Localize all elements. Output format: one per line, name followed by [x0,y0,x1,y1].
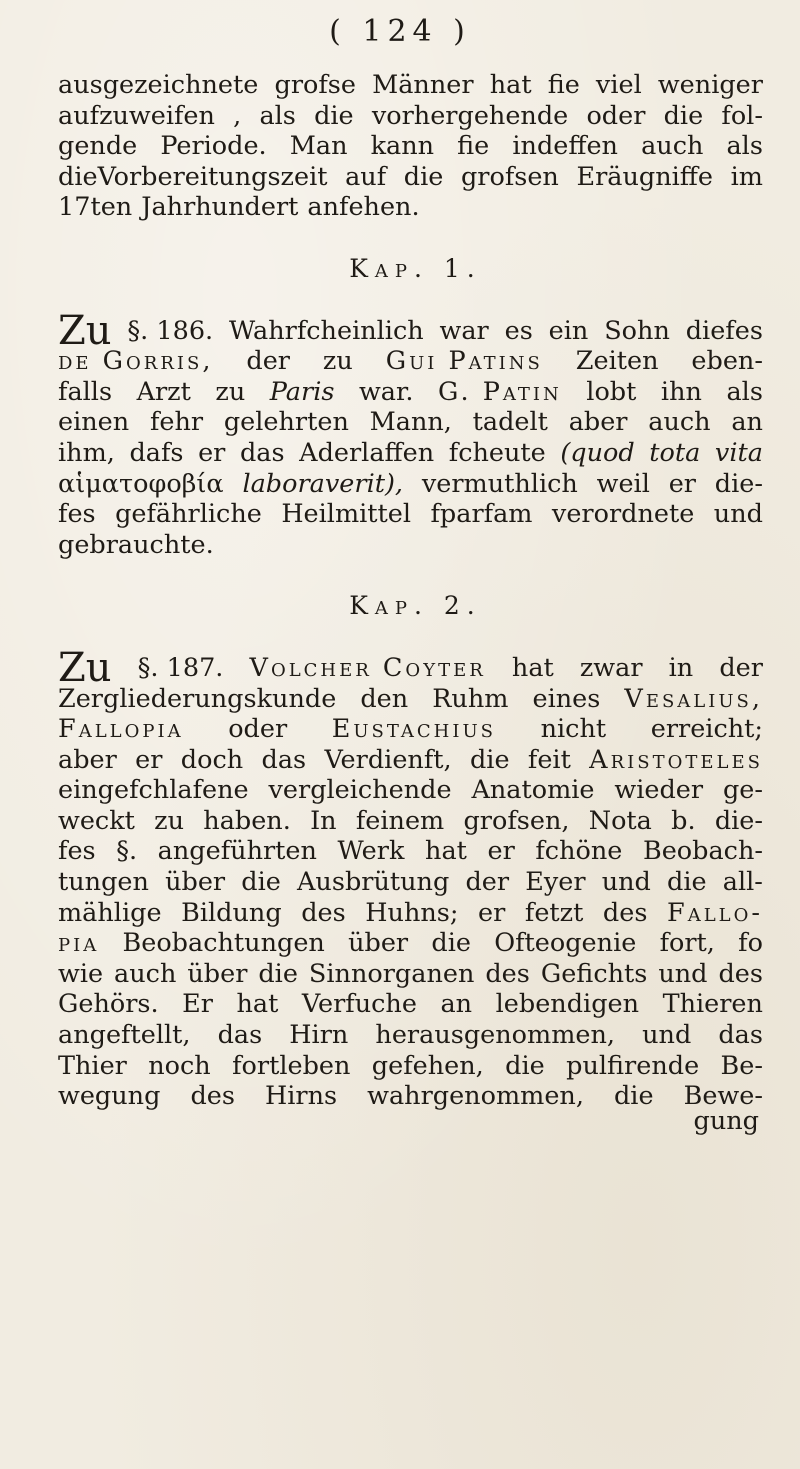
word: hat [511,652,554,683]
text-line [58,101,763,132]
word: Wahrfcheinlich [229,315,424,346]
text-line [58,438,763,469]
word: fo [738,928,763,959]
word: Be- [720,1050,763,1081]
word: fie [547,70,580,100]
word: zu [154,805,185,836]
word: die [431,928,471,959]
word: Männer [372,70,474,100]
word: fes [58,499,96,530]
word: den [360,683,409,714]
word: mählige [58,897,162,928]
word: Hirn [289,1020,349,1051]
word: Zergliederungskunde [58,683,337,714]
word: pulfirende [566,1050,700,1081]
text-line [58,1051,763,1082]
word: pia [58,928,100,959]
word: eines [532,683,601,714]
word: indeffen [512,131,618,162]
text-line [58,530,763,561]
word: er [668,468,696,499]
word: fol- [721,100,763,131]
word: G. Patin [438,376,562,407]
word: fehr [149,407,204,438]
word: Gefichts [540,958,648,989]
text-line [58,162,763,193]
word: ihm, [58,437,115,468]
text-line [58,131,763,162]
word: ihn [660,376,702,407]
word: Aristoteles [589,744,763,775]
word: tadelt [472,407,548,438]
text-line [58,898,763,929]
word: de Gorris, [58,346,214,377]
word: fie [457,131,490,162]
page-number: ( 124 ) [329,14,471,49]
word: Sohn [604,315,670,346]
word: Periode. [160,131,267,162]
word: feinem [355,805,445,836]
word: gende [58,131,138,162]
word: Vesalius, [624,683,763,714]
word: vorhergehende [371,100,569,131]
word: Sinnorganen [308,958,475,989]
word: wegung [58,1081,161,1112]
text-line [58,499,763,530]
word: des [485,958,530,989]
page-body [58,70,763,1136]
word: gefehen, [371,1050,484,1081]
word: zwar [579,652,643,683]
word: hat [425,836,467,867]
text-line [58,192,763,223]
word: die [663,100,704,131]
word: angeftellt, [58,1020,191,1051]
word: verordnete [551,499,695,530]
word: Hirns [265,1081,338,1112]
word: fes [58,836,96,867]
text-line [58,959,763,990]
word: Eräugniffe [576,161,714,192]
word: war [439,315,489,346]
text-line [58,307,763,354]
chapter-1-heading: Kap. 1. [349,253,482,283]
word: grofsen [460,161,559,192]
word: Mann, [369,407,452,438]
word: Beobachtungen [122,928,325,959]
word: Zeiten [575,346,659,377]
word: Fallo- [667,897,763,928]
word: es [504,315,533,346]
word: Zu [58,644,112,691]
word: Gui Patins [385,346,543,377]
word: dafs [129,437,184,468]
word: gefährliche [115,499,262,530]
word: die- [714,468,763,499]
word: wie [58,958,104,989]
word: war. [358,376,414,407]
word: Thieren [662,989,763,1020]
word: Fallopia [58,714,184,745]
word: laboraverit), [242,468,404,499]
word: wieder [614,775,704,806]
word: herausgenommen, [375,1020,615,1051]
word: haben. [203,805,291,836]
word: lobt [586,376,637,407]
word: viel [595,70,642,100]
word: Nota [588,805,652,836]
word: der [465,867,510,898]
word: als [726,131,763,162]
word: grofsen, [463,805,570,836]
text-line [58,346,763,377]
word: Heilmittel [281,499,412,530]
word: Ausbrütung [297,867,450,898]
text-line [58,867,763,898]
word: Thier [58,1050,127,1081]
word: (quod [560,437,635,468]
text-line [58,684,763,715]
word: in [668,652,694,683]
word: ge- [722,775,763,806]
word: er [135,744,163,775]
word: weniger [657,70,763,100]
word: an [731,407,763,438]
word: oder [228,714,288,745]
word: Anatomie [471,775,595,806]
word: Arzt [136,376,191,407]
text-line [58,407,763,438]
word: aufzuweifen [58,100,215,131]
word: eingefchlafene [58,775,249,806]
word: Paris [269,376,335,407]
word: feit [527,744,571,775]
word: weil [596,468,650,499]
word: Aderlaffen [299,437,435,468]
word: fetzt [524,897,584,928]
word: und [642,1020,692,1051]
word: weckt [58,805,135,836]
word: über [187,958,248,989]
word: dieVorbereitungszeit [58,161,328,192]
word: das [239,437,285,468]
word: Bewe- [683,1081,763,1112]
word: als [726,376,763,407]
text-line [58,989,763,1020]
word: , [233,100,242,131]
word: gebrauchte. [58,529,214,560]
word: angeführten [157,836,317,867]
word: lebendigen [495,989,640,1020]
word: er [198,437,226,468]
word: Ofteogenie [494,928,637,959]
word: tungen [58,867,149,898]
word: das [718,1020,763,1051]
word: vita [714,437,763,468]
word: fort, [659,928,715,959]
word: Verdienft, [324,744,452,775]
word: die [403,161,444,192]
word: wahrgenommen, [367,1081,584,1112]
text-line [58,644,763,691]
word: Bildung [181,897,282,928]
word: fortleben [232,1050,351,1081]
text-line [58,806,763,837]
word: über [165,867,226,898]
word: die [667,867,707,898]
word: er [487,836,515,867]
text-line [58,70,763,101]
word: noch [148,1050,211,1081]
catchword: gung [693,1105,759,1136]
word: vergleichende [268,775,452,806]
word: im [730,161,763,192]
word: des [602,897,648,928]
word: §. 187. [137,652,224,683]
word: Verfuche [301,989,417,1020]
word: Man [289,131,348,162]
word: oder [586,100,646,131]
word: falls [58,376,113,407]
word: Ruhm [432,683,509,714]
word: auch [641,131,704,162]
word: grofse [274,70,356,100]
word: die [505,1050,545,1081]
word: die [613,1081,654,1112]
chapter-2-paragraph [58,644,763,1112]
text-line [58,775,763,806]
word: das [217,1020,263,1051]
word: der [719,652,763,683]
text-line [58,469,763,500]
text-line [58,745,763,776]
word: des [718,958,763,989]
word: erreicht; [650,714,763,745]
word: eben- [691,346,763,377]
text-line [58,714,763,745]
word: kann [370,131,435,162]
word: anfehen. [307,192,420,223]
word: die [258,958,298,989]
word: Zu [58,307,112,354]
word: In [310,805,337,836]
word: vermuthlich [421,468,578,499]
word: auf [345,161,387,192]
word: auch [114,958,177,989]
word: b. [671,805,696,836]
word: auch [648,407,711,438]
word: tota [649,437,701,468]
text-line [58,836,763,867]
word: fparfam [430,499,533,530]
word: gelehrten [223,407,349,438]
word: und [658,958,708,989]
word: Er [182,989,213,1020]
chapter-1-paragraph [58,307,763,561]
word: Eustachius [331,714,496,745]
chapter-2-heading: Kap. 2. [349,591,482,621]
word: und [601,867,651,898]
word: Jahrhundert [141,192,299,223]
word: Volcher Coyter [249,652,486,683]
word: Werk [337,836,405,867]
word: Eyer [525,867,586,898]
text-line [58,928,763,959]
intro-paragraph [58,70,763,223]
word: 17ten [58,192,133,223]
word: Gehörs. [58,989,159,1020]
word: einen [58,407,130,438]
word: diefes [685,315,763,346]
word: hat [236,989,279,1020]
word: an [440,989,473,1020]
word: §. 186. [127,315,214,346]
word: αἱματοφοβία [58,468,224,499]
word: die [241,867,281,898]
word: die- [714,805,763,836]
word: fcheute [448,437,546,468]
word: über [348,928,409,959]
word: des [301,897,346,928]
word: er [478,897,506,928]
word: der [246,346,290,377]
word: die [314,100,354,131]
word: aber [58,744,117,775]
word: als [259,100,296,131]
word: §. [116,836,138,867]
word: doch [180,744,244,775]
word: hat [489,70,532,100]
word: zu [215,376,246,407]
word: und [713,499,763,530]
text-line [58,377,763,408]
word: die [469,744,510,775]
word: all- [722,867,763,898]
word: das [261,744,307,775]
word: aber [568,407,628,438]
word: Beobach- [642,836,763,867]
word: ausgezeichnete [58,70,259,100]
word: zu [322,346,353,377]
word: des [190,1081,235,1112]
word: Huhns; [365,897,459,928]
word: ein [548,315,589,346]
text-line [58,1020,763,1051]
word: fchöne [535,836,623,867]
word: nicht [540,714,607,745]
